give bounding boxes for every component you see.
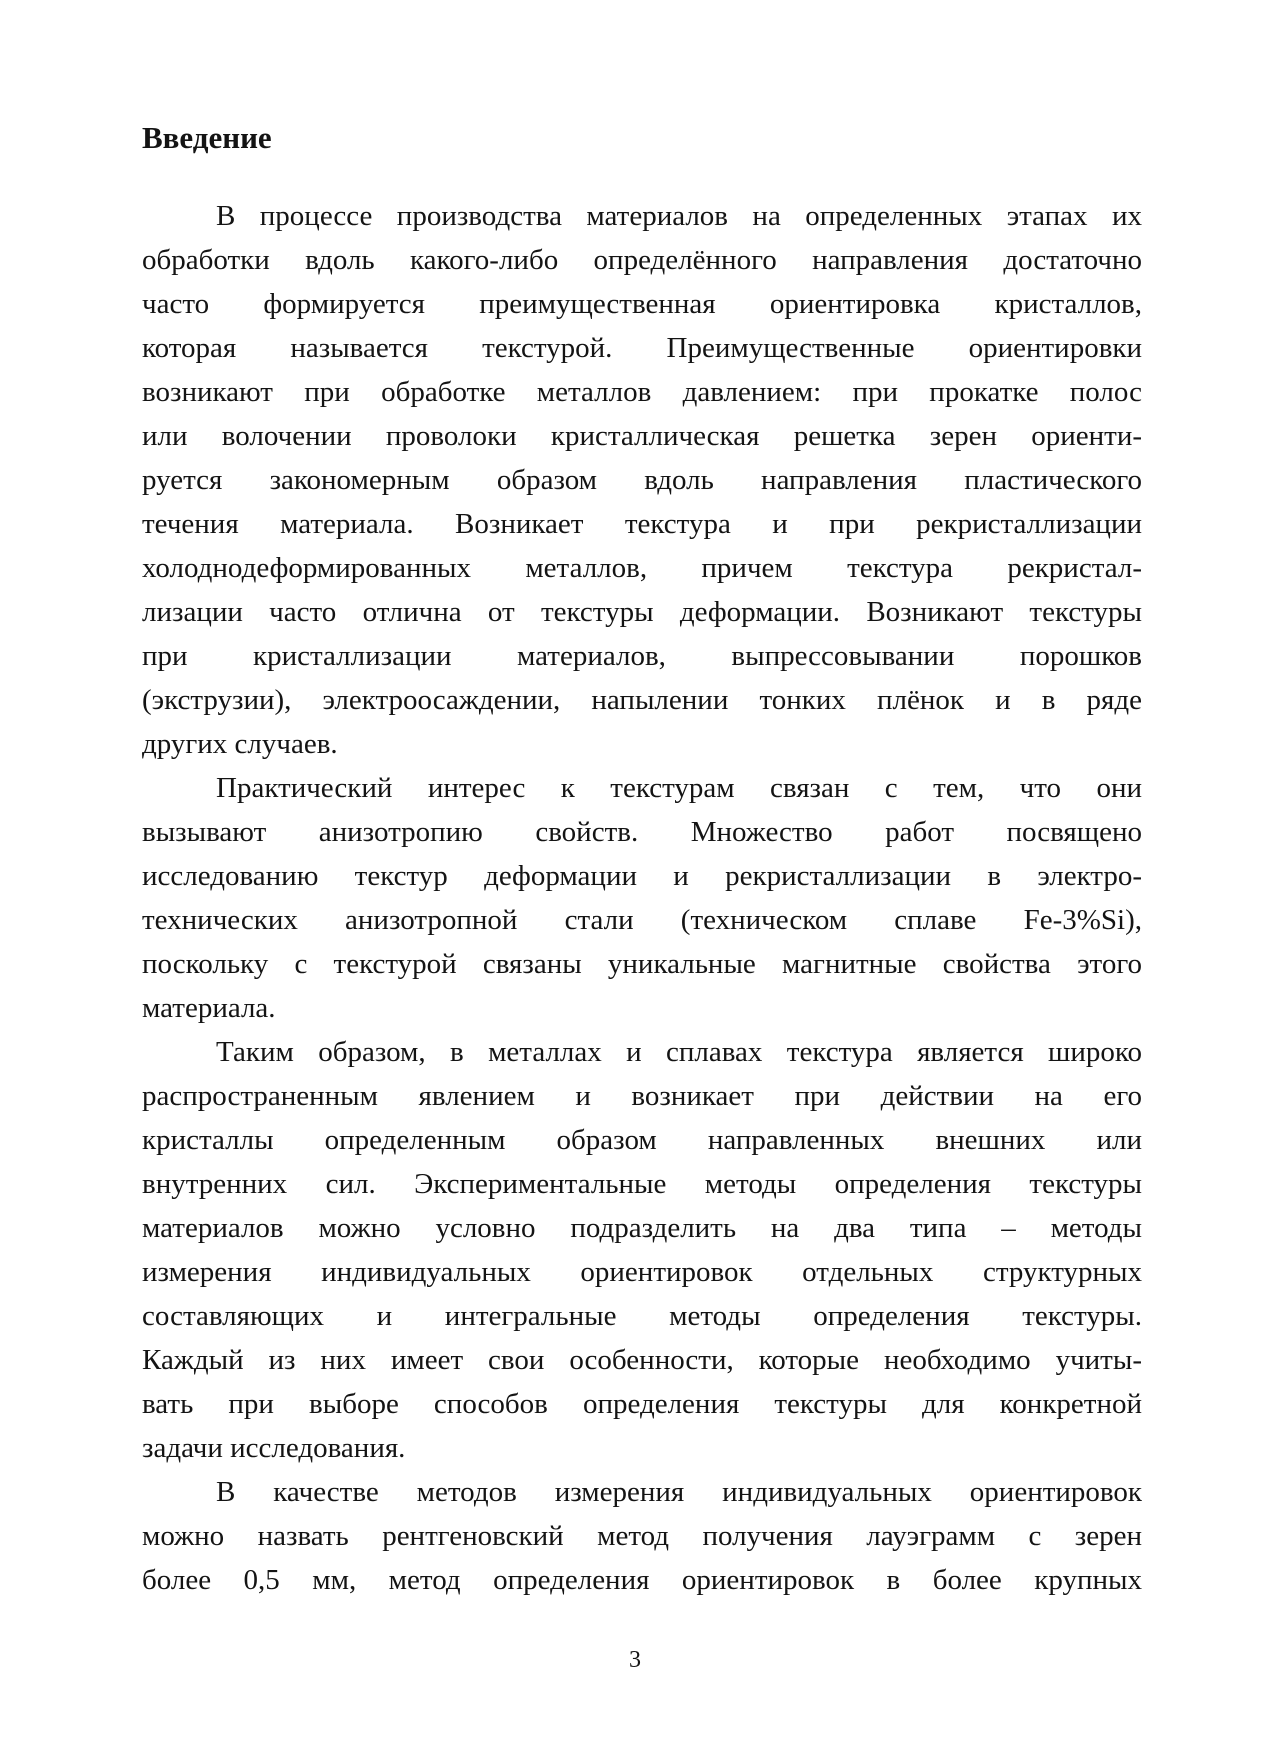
text-line: лизации часто отлична от текстуры деформации. Возникают текстуры [142, 596, 1142, 628]
text-line: поскольку с текстурой связаны уникальные магнитные свойства этого [142, 948, 1142, 980]
text-line: распространенным явлением и возникает при действии на его [142, 1080, 1142, 1112]
text-line: часто формируется преимущественная ориентировка кристаллов, [142, 288, 1142, 320]
page-number: 3 [629, 1647, 641, 1673]
text-line: Каждый из них имеет свои особенности, которые необходимо учиты- [142, 1344, 1142, 1376]
text-line: возникают при обработке металлов давлением: при прокатке полос [142, 376, 1142, 408]
text-line: вать при выборе способов определения текстуры для конкретной [142, 1388, 1142, 1420]
section-heading: Введение [142, 120, 272, 155]
text-line: материала. [142, 992, 276, 1024]
text-line: более 0,5 мм, метод определения ориентировок в более крупных [142, 1564, 1142, 1596]
body-text [142, 194, 1142, 1602]
text-line: В качестве методов измерения индивидуальных ориентировок [216, 1476, 1142, 1508]
text-line: Практический интерес к текстурам связан с тем, что они [216, 772, 1142, 804]
text-line: течения материала. Возникает текстура и при рекристаллизации [142, 508, 1142, 540]
text-line: В процессе производства материалов на определенных этапах их [216, 200, 1142, 232]
text-line: обработки вдоль какого-либо определённого направления достаточно [142, 244, 1142, 276]
text-line: составляющих и интегральные методы определения текстуры. [142, 1300, 1142, 1332]
text-line: (экструзии), электроосаждении, напылении тонких плёнок и в ряде [142, 684, 1142, 716]
text-line: при кристаллизации материалов, выпрессовывании порошков [142, 640, 1142, 672]
text-line: материалов можно условно подразделить на два типа – методы [142, 1212, 1142, 1244]
text-line: Таким образом, в металлах и сплавах текстура является широко [216, 1036, 1142, 1068]
text-line: внутренних сил. Экспериментальные методы определения текстуры [142, 1168, 1142, 1200]
text-line: технических анизотропной стали (техническом сплаве Fe-3%Si), [142, 904, 1142, 936]
text-line: холоднодеформированных металлов, причем текстура рекристал- [142, 552, 1142, 584]
text-line: или волочении проволоки кристаллическая решетка зерен ориенти- [142, 420, 1142, 452]
text-line: которая называется текстурой. Преимущественные ориентировки [142, 332, 1142, 364]
text-line: исследованию текстур деформации и рекристаллизации в электро- [142, 860, 1142, 892]
text-line: руется закономерным образом вдоль направления пластического [142, 464, 1142, 496]
text-line: измерения индивидуальных ориентировок отдельных структурных [142, 1256, 1142, 1288]
text-line: вызывают анизотропию свойств. Множество работ посвящено [142, 816, 1142, 848]
text-line: кристаллы определенным образом направленных внешних или [142, 1124, 1142, 1156]
text-line: можно назвать рентгеновский метод получения лауэграмм с зерен [142, 1520, 1142, 1552]
text-line: других случаев. [142, 728, 338, 760]
text-line: задачи исследования. [142, 1432, 406, 1464]
